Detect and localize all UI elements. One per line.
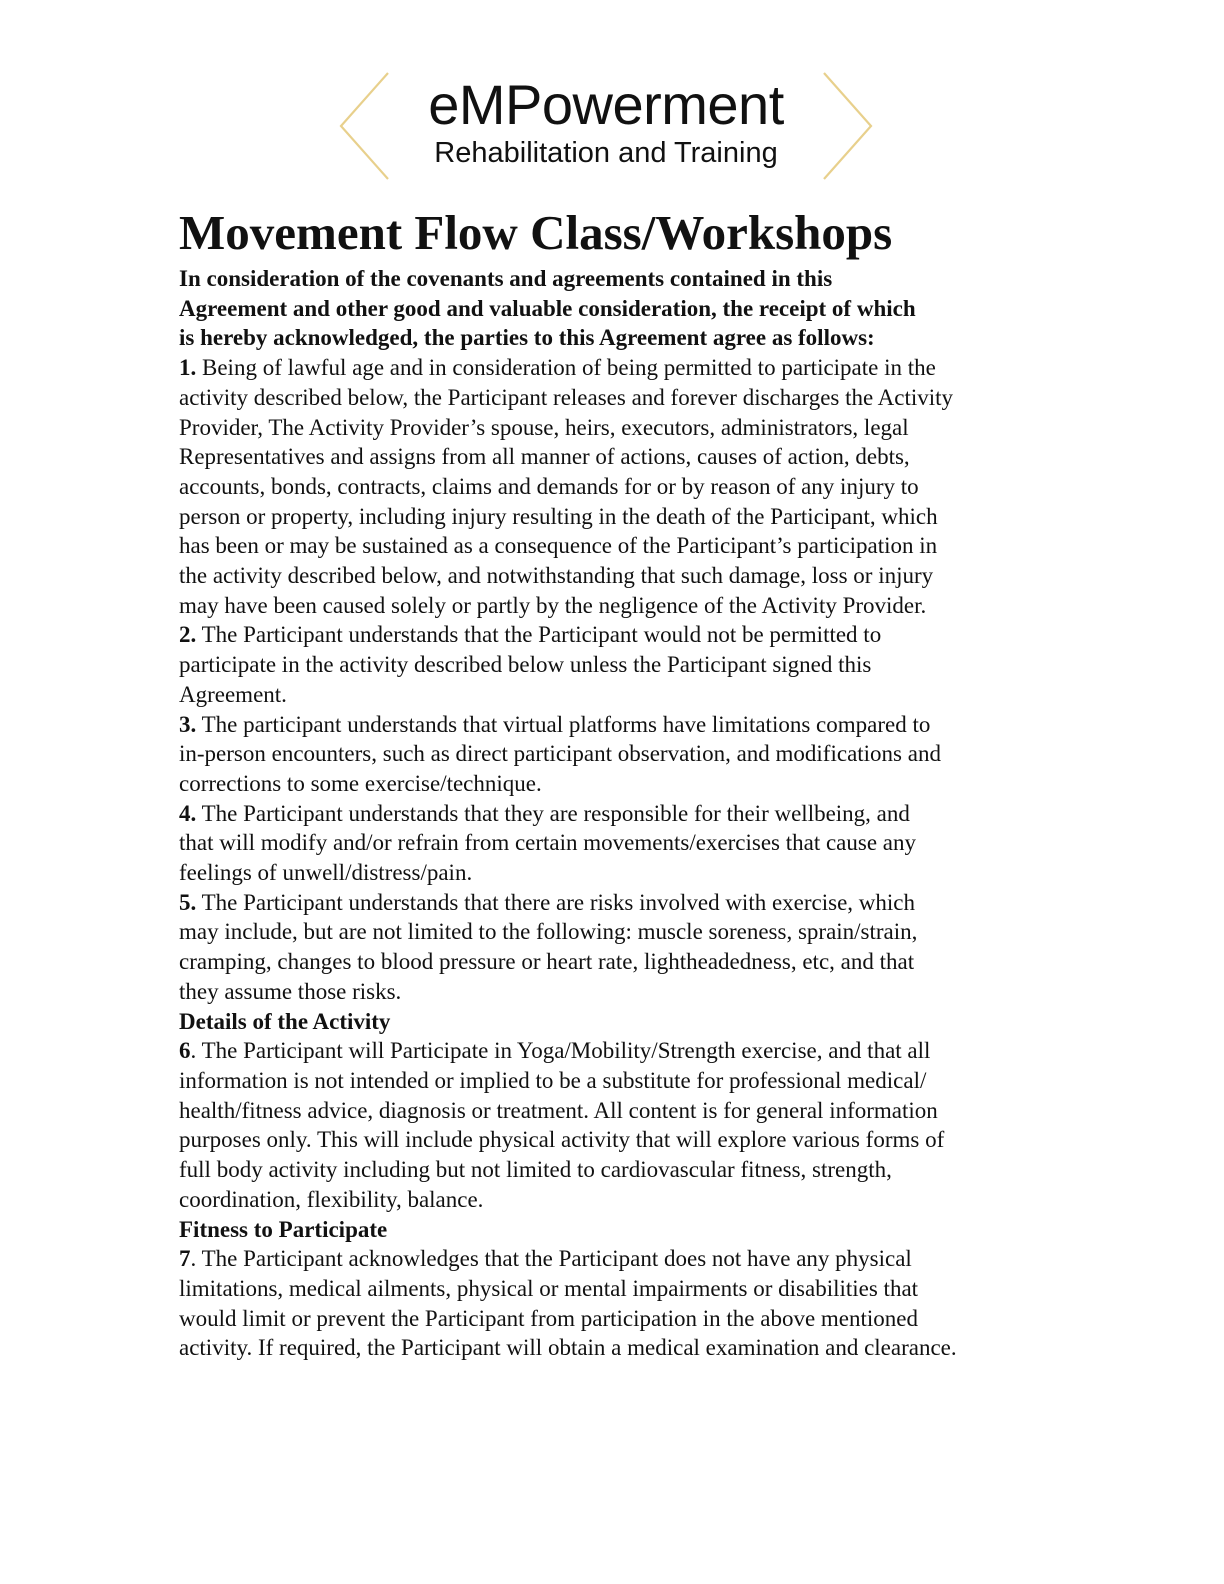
clause-text: Being of lawful age and in consideration of being permitted to participate in the — [196, 355, 936, 381]
clause-6 — [179, 1036, 1059, 1214]
clause-line: Agreement. — [179, 681, 287, 707]
fitness-heading: Fitness to Participate — [179, 1216, 388, 1242]
clause-line: they assume those risks. — [179, 978, 402, 1004]
intro-line: Agreement and other good and valuable consideration, the receipt of which — [179, 295, 916, 321]
document-title: Movement Flow Class/Workshops — [179, 205, 893, 260]
clause-line: Provider, The Activity Provider’s spouse, heirs, executors, administrators, legal — [179, 414, 909, 440]
waiver-document — [179, 202, 1059, 1363]
clause-line: limitations, medical ailments, physical or mental impairments or disabilities that — [179, 1275, 919, 1301]
clause-line: Representatives and assigns from all manner of actions, causes of action, debts, — [179, 444, 910, 470]
clause-line: has been or may be sustained as a consequence of the Participant’s participation in — [179, 533, 938, 559]
clause-line: feelings of unwell/distress/pain. — [179, 860, 473, 886]
clause-line — [179, 620, 1059, 650]
clause-5 — [179, 888, 1059, 1007]
clause-line: may include, but are not limited to the following: muscle soreness, sprain/strain, — [179, 919, 918, 945]
clause-7 — [179, 1244, 1059, 1363]
clause-text: The participant understands that virtual platforms have limitations compared to — [196, 711, 931, 737]
clause-number: 7 — [179, 1246, 191, 1272]
clause-text: The Participant understands that there are risks involved with exercise, which — [196, 889, 915, 915]
clause-line — [179, 888, 1059, 918]
clause-number: 3. — [179, 711, 197, 737]
details-heading: Details of the Activity — [179, 1008, 391, 1034]
clause-line — [179, 799, 1059, 829]
clause-number: 6 — [179, 1038, 191, 1064]
logo-subtitle: Rehabilitation and Training — [434, 137, 778, 169]
clause-text: The Participant understands that the Participant would not be permitted to — [196, 622, 882, 648]
clause-4 — [179, 799, 1059, 888]
clause-line — [179, 1036, 1059, 1066]
clause-line: corrections to some exercise/technique. — [179, 770, 542, 796]
clause-line: cramping, changes to blood pressure or heart rate, lightheadedness, etc, and that — [179, 949, 915, 975]
intro-line: is hereby acknowledged, the parties to this Agreement agree as follows: — [179, 325, 875, 351]
clause-3 — [179, 710, 1059, 799]
clause-line: health/fitness advice, diagnosis or treatment. All content is for general information — [179, 1097, 938, 1123]
clause-line: the activity described below, and notwithstanding that such damage, loss or injury — [179, 563, 934, 589]
clause-number: 1. — [179, 355, 197, 381]
clause-line: in-person encounters, such as direct participant observation, and modifications and — [179, 741, 941, 767]
clause-line: coordination, flexibility, balance. — [179, 1186, 484, 1212]
clause-text: . The Participant acknowledges that the Participant does not have any physical — [190, 1246, 912, 1272]
clause-line: may have been caused solely or partly by the negligence of the Activity Provider. — [179, 592, 927, 618]
clause-line: would limit or prevent the Participant from participation in the above mentioned — [179, 1305, 918, 1331]
clause-line: participate in the activity described below unless the Participant signed this — [179, 652, 872, 678]
clause-number: 2. — [179, 622, 197, 648]
clause-line — [179, 1244, 1059, 1274]
brand-logo — [338, 70, 874, 182]
clause-2 — [179, 620, 1059, 709]
clause-line: activity. If required, the Participant will obtain a medical examination and clearance. — [179, 1335, 957, 1361]
clause-1 — [179, 353, 1059, 620]
clause-line: activity described below, the Participant releases and forever discharges the Activity — [179, 384, 954, 410]
clause-line: information is not intended or implied to be a substitute for professional medical/ — [179, 1067, 927, 1093]
intro-paragraph — [179, 264, 1059, 353]
clause-line: person or property, including injury resulting in the death of the Participant, which — [179, 503, 938, 529]
clause-line: accounts, bonds, contracts, claims and demands for or by reason of any injury to — [179, 473, 919, 499]
clause-number: 4. — [179, 800, 197, 826]
clause-line — [179, 353, 1059, 383]
clause-number: 5. — [179, 889, 197, 915]
clause-line — [179, 710, 1059, 740]
intro-line: In consideration of the covenants and agreements contained in this — [179, 266, 833, 291]
clause-text: The Participant understands that they are responsible for their wellbeing, and — [196, 800, 910, 826]
logo-title: eMPowerment — [428, 73, 784, 136]
clause-line: full body activity including but not limited to cardiovascular fitness, strength, — [179, 1157, 892, 1183]
clause-line: purposes only. This will include physical activity that will explore various forms of — [179, 1127, 945, 1153]
clause-text: . The Participant will Participate in Yoga/Mobility/Strength exercise, and that all — [190, 1038, 931, 1064]
clause-line: that will modify and/or refrain from certain movements/exercises that cause any — [179, 830, 917, 856]
